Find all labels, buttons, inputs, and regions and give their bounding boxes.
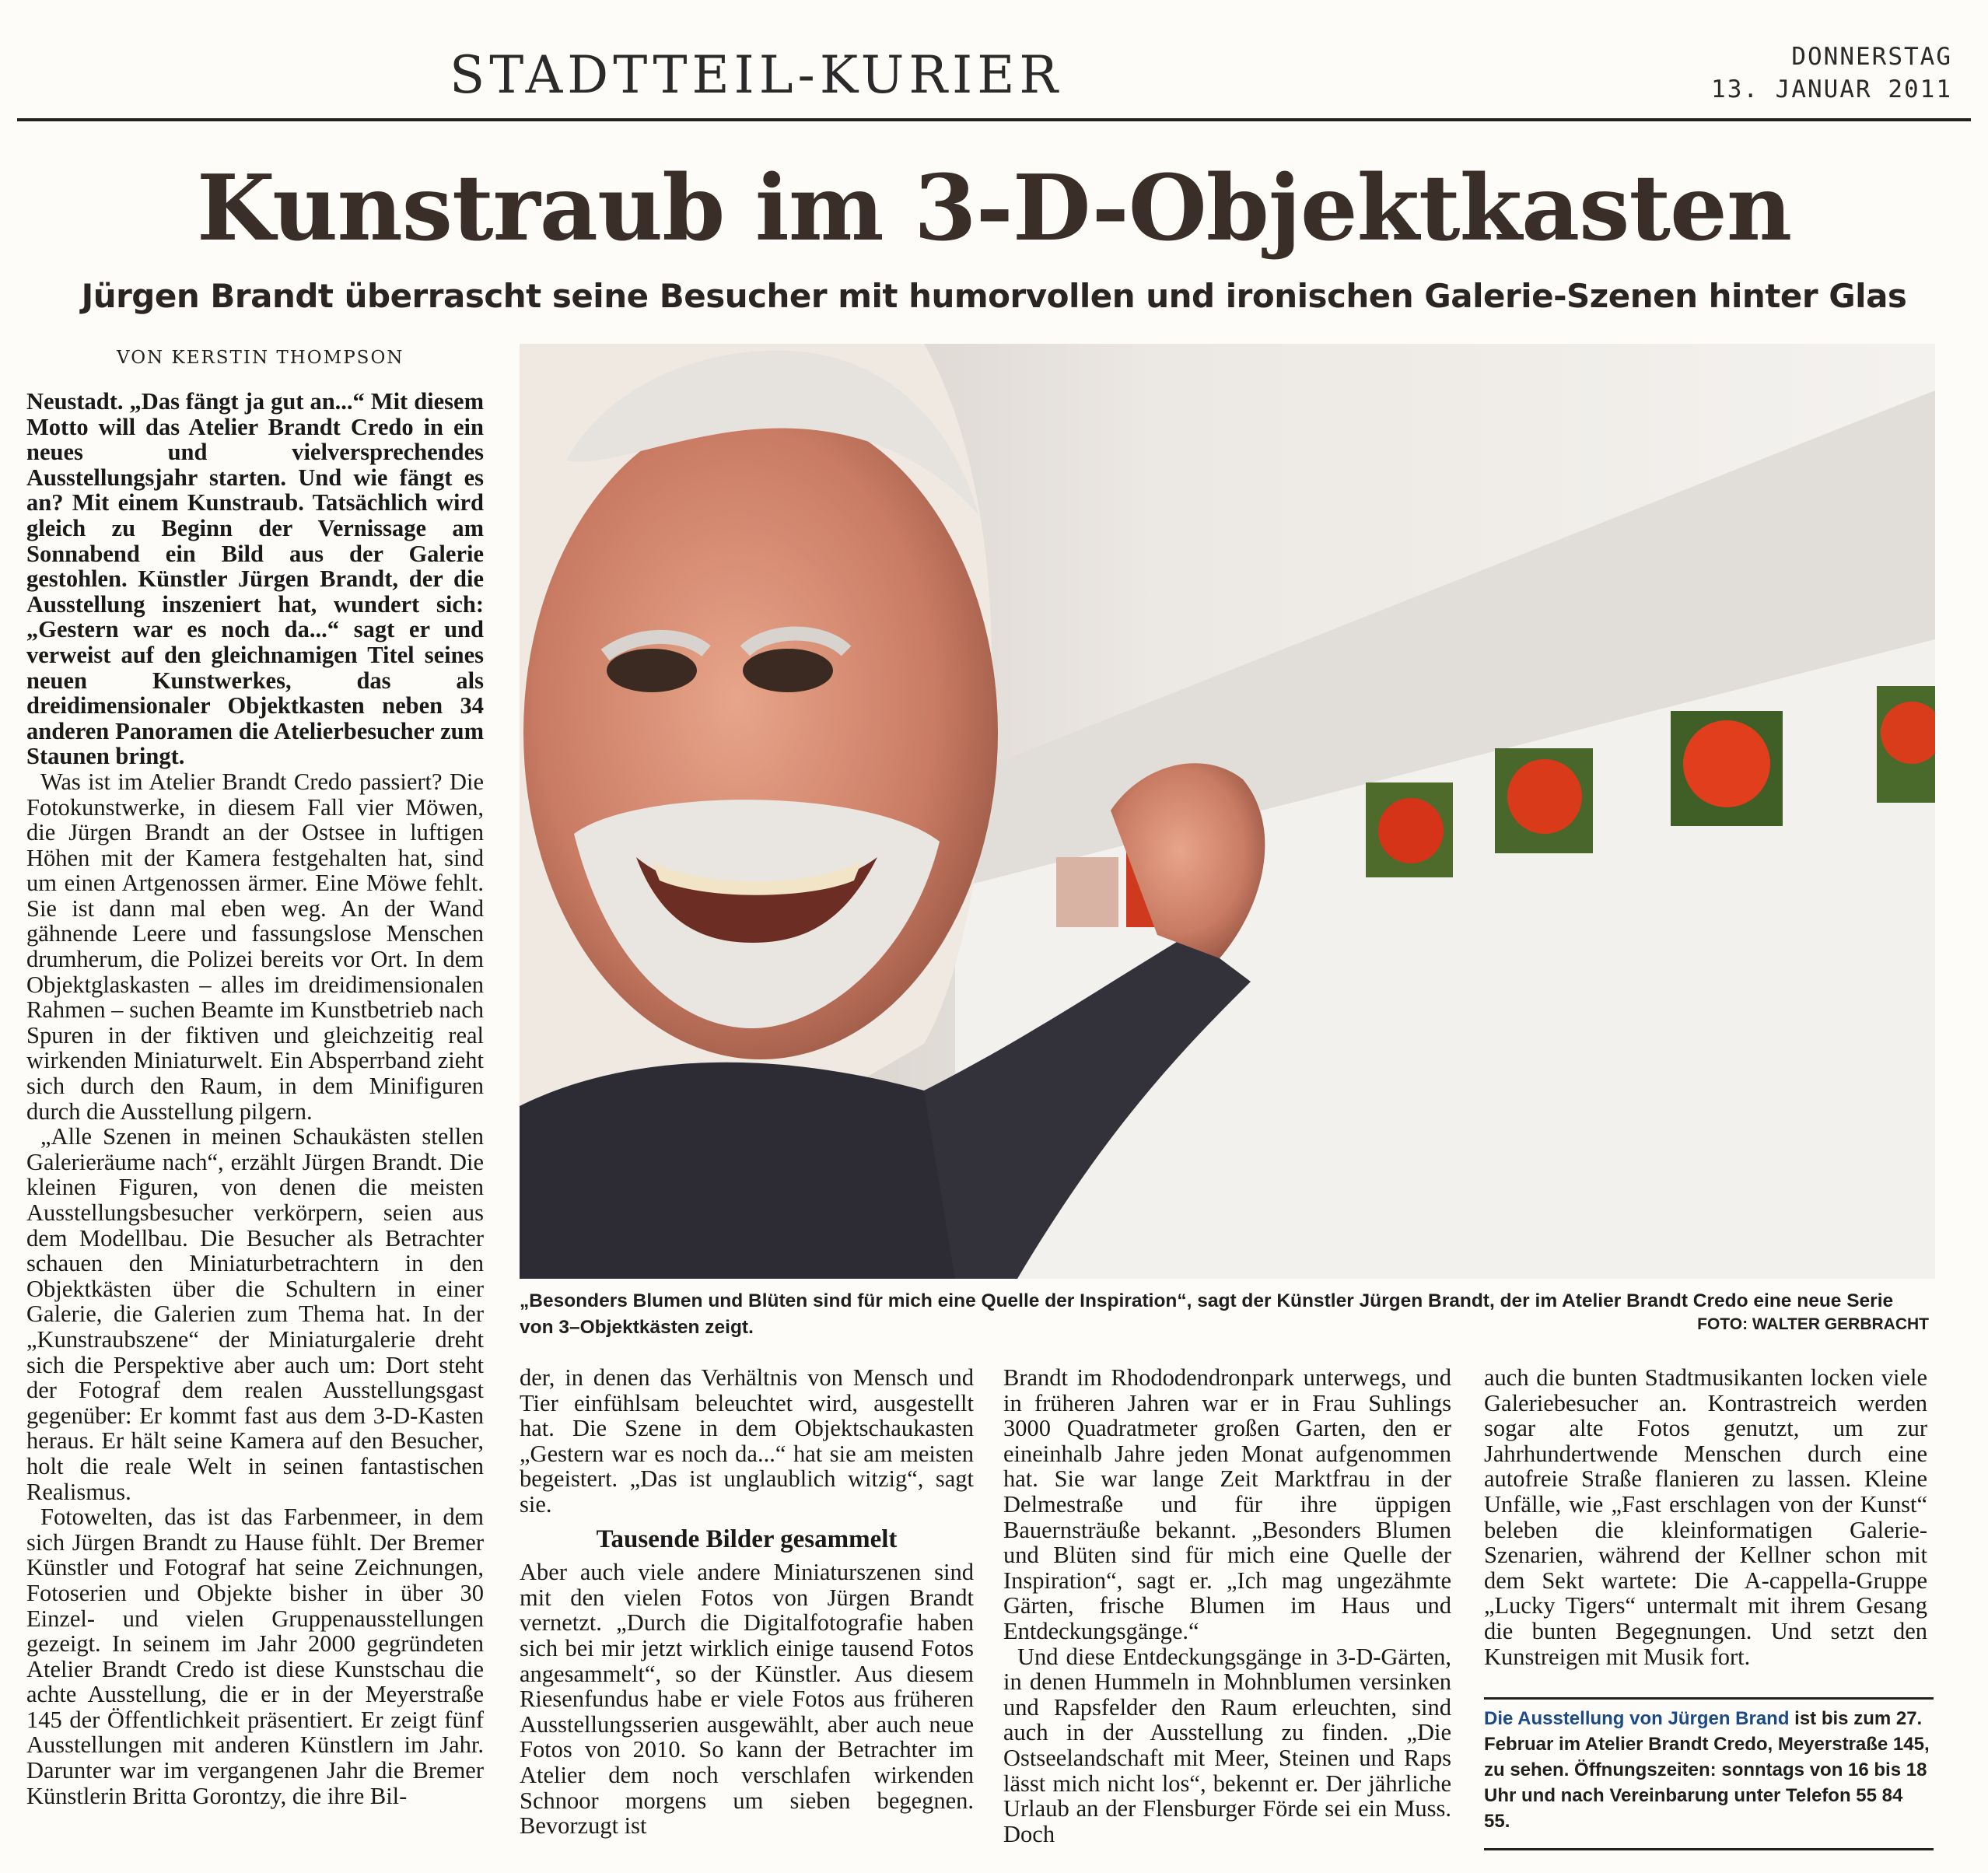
info-box-rule bbox=[1484, 1848, 1934, 1850]
artist-portrait-photo bbox=[520, 344, 1935, 1279]
article-column-1 bbox=[26, 389, 484, 1843]
article-byline: VON KERSTIN THOMPSON bbox=[117, 348, 404, 368]
article-paragraph: Was ist im Atelier Brandt Credo passiert? Die Fotokunstwerke, in diesem Fall vier Möwen, die Jürgen Brandt an der Ostsee in luftigen Höhen mit der Kamera festgehalten hat, sind um einen Artgenossen ärmer. Eine Möwe fehlt. Sie ist dann mal eben weg. An der Wand gähnende Leere und fassungslose Menschen drumherum, die Polizei bereits vor Ort. In dem Objektglaskasten – alles im dreidimensionalen Rahmen – suchen Beamte im Kunstbetrieb nach Spuren in der fiktiven und gleichzeitig real wirkenden Miniaturwelt. Ein Absperrband zieht sich durch den Raum, in dem Minifiguren durch die Ausstellung pilgern. bbox=[26, 768, 484, 1125]
article-paragraph: Aber auch viele andere Miniaturszenen sind mit den vielen Fotos von Jürgen Brandt vernetzt. „Durch die Digitalfotografie haben sich bei mir jetzt wirklich einige tausend Fotos angesammelt“, so der Künstler. Aus diesem Riesenfundus habe er viele Fotos aus früheren Ausstellungsserien ausgewählt, aber auch neue Fotos von 2010. So kann der Betrachter im Atelier dem noch verschlafen wirkenden Schnoor morgens um sieben begegnen. Bevorzugt ist bbox=[520, 1559, 974, 1840]
info-box bbox=[1484, 1697, 1934, 1834]
article-paragraph: Fotowelten, das ist das Farbenmeer, in dem sich Jürgen Brandt zu Hause fühlt. Der Bremer Künstler und Fotograf hat seine Zeichnungen, Fotoserien und Objekte bisher in über 30 Einzel- und vielen Gruppenausstellungen gezeigt. In seinem im Jahr 2000 gegründeten Atelier Brandt Credo ist diese Kunstschau die achte Ausstellung, die er in der Meyerstraße 145 der Öffentlichkeit präsentiert. Er zeigt fünf Ausstellungen mit anderen Künstlern im Jahr. Darunter war im vergangenen Jahr die Bremer Künstlerin Britta Gorontzy, die ihre Bil- bbox=[26, 1504, 484, 1809]
article-paragraph: „Alle Szenen in meinen Schaukästen stellen Galerieräume nach“, erzählt Jürgen Brandt. Die kleinen Figuren, von denen die meisten Ausstellungsbesucher verkörpern, seien aus dem Modellbau. Die Besucher als Betrachter schauen den Miniaturbetrachtern in den Objektkästen über die Schultern in einer Galerie, die Galerien zum Thema hat. In der „Kunstraubszene“ der Miniaturgalerie dreht sich die Perspektive aber auch um: Dort steht der Fotograf dem realen Ausstellungsgast gegenüber: Er kommt fast aus dem 3-D-Kasten heraus. Er hält seine Kamera auf den Besucher, holt die reale Welt in seinen fantastischen Realismus. bbox=[26, 1123, 484, 1505]
article-subheading: Tausende Bilder gesammelt bbox=[596, 1525, 898, 1553]
article-photo bbox=[520, 344, 1935, 1279]
photo-credit: FOTO: WALTER GERBRACHT bbox=[1697, 1315, 1929, 1333]
info-box-text: ist bis zum 27. Februar im Atelier Brandt Credo, Meyerstraße 145, zu sehen. Öffnungszeiten: sonntags von 16 bis 18 Uhr und nach Vereinbarung unter Telefon 55 84 55. bbox=[1484, 1708, 1930, 1832]
article-lead: Neustadt. „Das fängt ja gut an...“ Mit diesem Motto will das Atelier Brandt Credo in ein neues und vielversprechendes Ausstellungsjahr starten. Und wie fängt es an? Mit einem Kunstraub. Tatsächlich wird gleich zu Beginn der Vernissage am Sonnabend ein Bild aus der Galerie gestohlen. Künstler Jürgen Brandt, der die Ausstellung inszeniert hat, wundert sich: „Gestern war es noch da...“ sagt er und verweist auf den gleichnamigen Titel seines neuen Kunstwerkes, das als dreidimensionaler Objektkasten neben 34 anderen Panoramen die Atelierbesucher zum Staunen bringt. bbox=[26, 388, 484, 770]
article-subheadline: Jürgen Brandt überrascht seine Besucher mit humorvollen und ironischen Galerie-Szenen hinter Glas bbox=[81, 277, 1907, 315]
photo-caption: „Besonders Blumen und Blüten sind für mich eine Quelle der Inspiration“, sagt der Künstler Jürgen Brandt, der im Atelier Brandt Credo eine neue Serie von 3–Objektkästen zeigt. bbox=[520, 1290, 1894, 1338]
masthead-weekday: DONNERSTAG bbox=[1791, 43, 1952, 71]
masthead-rule bbox=[17, 118, 1971, 121]
article-column-2 bbox=[520, 1365, 974, 1847]
article-column-3 bbox=[1003, 1365, 1451, 1847]
article-headline: Kunstraub im 3-D-Objektkasten bbox=[196, 156, 1792, 261]
article-paragraph: der, in denen das Verhältnis von Mensch und Tier einfühlsam beleuchtet wird, ausgestellt hat. Die Szene in dem Objektschaukasten „Gestern war es noch da...“ hat sie am meisten begeistert. „Das ist unglaublich witzig“, sagt sie. bbox=[520, 1364, 974, 1518]
masthead-date-line: 13. JANUAR 2011 bbox=[1711, 75, 1952, 103]
masthead-name: STADTTEIL-KURIER bbox=[450, 45, 1063, 105]
info-box-highlight: Die Ausstellung von Jürgen Brand bbox=[1484, 1708, 1790, 1729]
article-paragraph: Und diese Entdeckungsgänge in 3-D-Gärten, in denen Hummeln in Mohnblumen versinken und Rapsfelder den Raum erleuchten, sind auch in der Ausstellung zu finden. „Die Ostseelandschaft mit Meer, Steinen und Raps lässt mich nicht los“, bekennt er. Der jährliche Urlaub an der Flensburger Förde sei ein Muss. Doch bbox=[1003, 1643, 1451, 1847]
article-paragraph: auch die bunten Stadtmusikanten locken viele Galeriebesucher an. Kontrastreich werden sogar alte Fotos genutzt, um zur Jahrhundertwende Menschen durch eine autofreie Straße flanieren zu lassen. Kleine Unfälle, wie „Fast erschlagen von der Kunst“ beleben die kleinformatigen Galerie-Szenarien, während der Kellner schon mit dem Sekt wartete: Die A-cappella-Gruppe „Lucky Tigers“ untermalt mit ihrem Gesang die bunten Begegnungen. Und setzt den Kunstreigen mit Musik fort. bbox=[1484, 1364, 1927, 1670]
masthead-date bbox=[1711, 40, 1952, 106]
article-paragraph: Brandt im Rhododendronpark unterwegs, und in früheren Jahren war er in Frau Suhlings 3000 Quadratmeter großen Garten, den er eineinhalb Jahre jeden Monat aufgenommen hat. Sie war lange Zeit Marktfrau in der Delmestraße und für ihre üppigen Bauernsträuße bekannt. „Besonders Blumen und Blüten sind für mich eine Quelle der Inspiration“, sagt er. „Ich mag ungezähmte Gärten, frische Blumen im Haus und Entdeckungsgänge.“ bbox=[1003, 1364, 1451, 1644]
